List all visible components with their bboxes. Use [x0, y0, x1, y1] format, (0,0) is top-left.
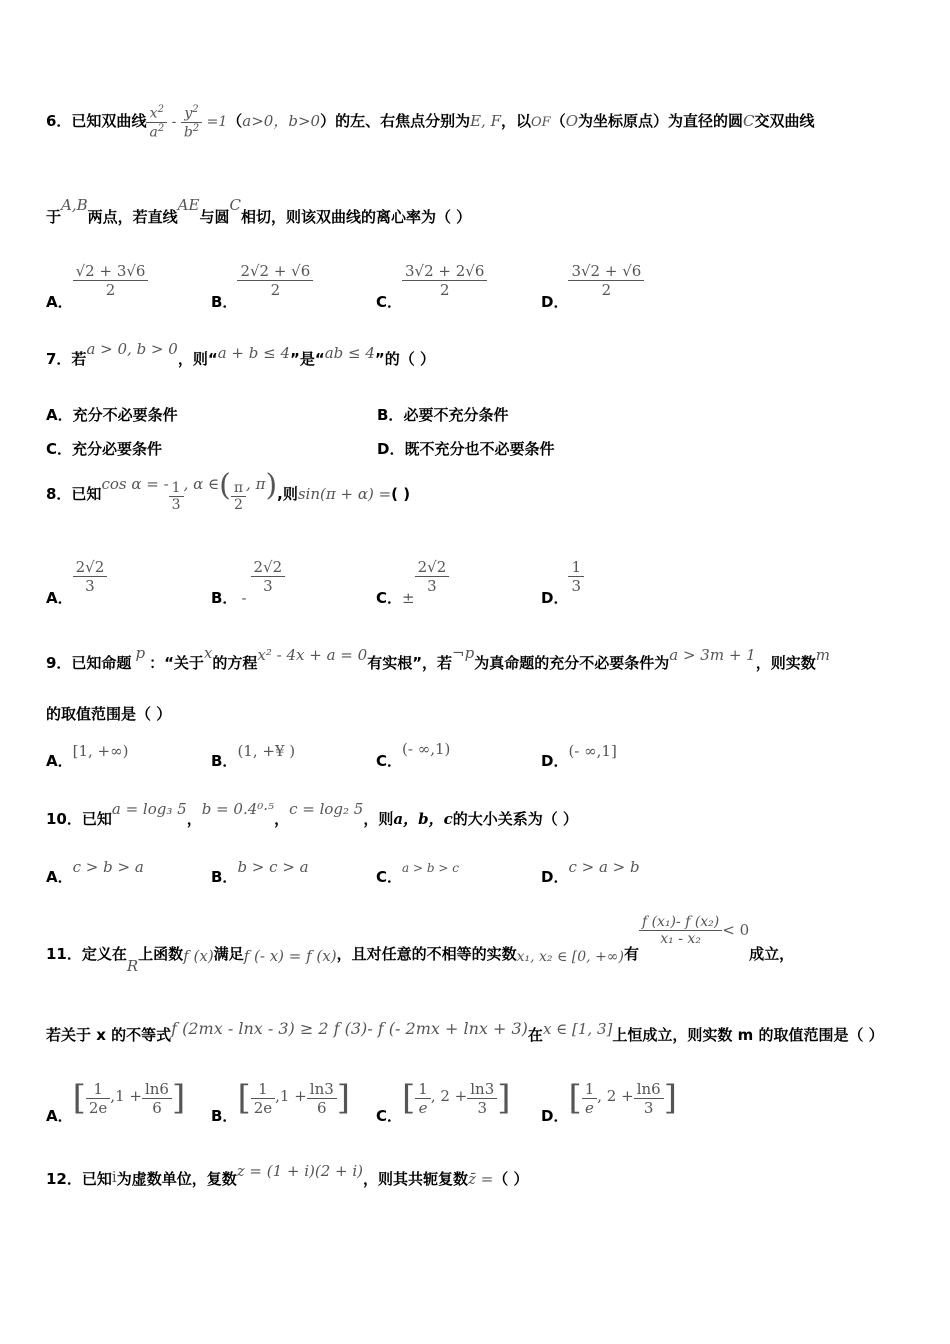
q9-text: 为真命题的充分不必要条件为 [474, 654, 670, 672]
bracket-left: [ [237, 1078, 251, 1118]
q6-text: 与圆 [199, 208, 230, 226]
bracket-right: ] [497, 1078, 511, 1118]
q7-condition: a > 0, b > 0 [86, 340, 178, 358]
option-denominator: 2 [568, 280, 644, 299]
question-9-line-1 [46, 644, 830, 673]
option-numerator: 3√2 + √6 [571, 262, 642, 280]
question-8 [46, 468, 411, 513]
q6-text: （ [550, 112, 566, 131]
option-sign: - [241, 589, 247, 607]
q6-condition: a>0，b>0 [242, 112, 321, 131]
option-text: 既不充分也不必要条件 [404, 440, 555, 458]
q9-text: 9．已知命题 [46, 654, 132, 672]
q11-option-d[interactable] [541, 1072, 677, 1125]
option-text: (- ∞,1) [402, 740, 451, 758]
q11-text: ，且对任意的不相等的实数 [336, 945, 517, 963]
option-text: c > b > a [72, 858, 144, 876]
option-label: D． [541, 868, 569, 886]
option-frac-den: 2e [86, 1098, 110, 1117]
q11-R: R [126, 957, 139, 975]
q6-text: 交双曲线 [754, 112, 815, 131]
q11-interval: x ∈ [1, 3] [542, 1020, 613, 1038]
option-label: A． [46, 1107, 73, 1125]
q10-option-c[interactable] [376, 861, 459, 887]
q7-option-a[interactable] [46, 404, 178, 425]
q9-text: ：“关于 [149, 654, 204, 672]
bracket-left: [ [402, 1078, 416, 1118]
option-frac-num: ln3 [309, 1080, 334, 1098]
q9-text: 的方程 [212, 654, 258, 672]
q9-x: x [203, 644, 213, 662]
option-denominator: 2 [237, 280, 313, 299]
q6-text: 相切，则该双曲线的离心率为（ ） [240, 208, 472, 226]
q10-text: ， [274, 810, 290, 828]
q9-text: 的取值范围是（ ） [46, 705, 172, 723]
question-11-line-2 [46, 1018, 884, 1044]
question-11-line-1 [46, 914, 795, 975]
q8-text: ( ) [391, 485, 411, 503]
q12-i: i [111, 1168, 117, 1186]
q9-text: ，则实数 [755, 654, 816, 672]
option-frac-num: 1 [418, 1080, 428, 1098]
q6-text: （ [227, 112, 243, 131]
option-mid: ,1 + [275, 1087, 307, 1105]
bracket-right: ] [171, 1078, 186, 1118]
option-mid: , 2 + [430, 1087, 468, 1105]
question-9-line-2 [46, 703, 171, 724]
option-frac-den: 2e [251, 1098, 275, 1117]
option-denominator: 3 [415, 576, 450, 595]
q9-option-c[interactable] [376, 740, 451, 771]
question-6-line-1 [46, 104, 815, 140]
option-label: C． [376, 1107, 403, 1125]
q6-text: 为坐标原点）为直径的圆 [578, 112, 744, 131]
option-label: B． [211, 868, 238, 886]
q8-text: ,则 [277, 485, 298, 503]
option-label: D． [377, 440, 405, 458]
q8-paren-left: ( [219, 468, 231, 503]
option-text: c > a > b [568, 858, 640, 876]
q10-option-a[interactable] [46, 858, 144, 887]
option-frac-den: 3 [467, 1098, 497, 1117]
q12-z: z = (1 + i)(2 + i) [236, 1162, 364, 1180]
bracket-right: ] [663, 1078, 677, 1118]
q11-text: 在 [527, 1026, 543, 1044]
option-mid: , 2 + [597, 1087, 634, 1105]
q9-equation: x² - 4x + a = 0 [257, 646, 368, 664]
q9-condition: a > 3m + 1 [669, 646, 756, 664]
q8-option-d[interactable] [541, 558, 584, 607]
q10-b-value: b = 0.4⁰·⁵ [201, 800, 275, 818]
q9-p: p [135, 644, 146, 662]
q8-paren-right: ) [265, 468, 278, 503]
option-label: D． [541, 752, 569, 770]
q10-text: 的大小关系为（ ） [452, 810, 578, 828]
q7-statement-2: ab ≤ 4 [324, 344, 375, 362]
option-numerator: 3√2 + 2√6 [405, 262, 485, 280]
q10-a-value: a = log₃ 5 [111, 800, 187, 818]
q11-frac-den: x₁ - x₂ [639, 930, 722, 947]
q8-frac-den: 3 [169, 496, 184, 513]
q6-circle: C [743, 112, 755, 131]
question-6-line-2 [46, 196, 472, 227]
option-frac-num: 1 [258, 1080, 268, 1098]
option-label: B． [211, 1107, 238, 1125]
q11-text: 上函数 [138, 945, 184, 963]
q11-text: 满足 [213, 945, 244, 963]
option-frac-num: ln6 [144, 1080, 169, 1098]
q11-frac-num: f (x₁)- f (x₂) [641, 914, 720, 930]
option-text: (- ∞,1] [568, 742, 617, 760]
option-numerator: 2√2 + √6 [240, 262, 311, 280]
question-7 [46, 340, 436, 369]
q9-text: 有实根”，若 [367, 654, 453, 672]
q11-lt: < 0 [722, 921, 750, 939]
q10-option-b[interactable] [211, 858, 309, 887]
q9-not-p: ¬p [452, 644, 475, 662]
option-frac-den: 6 [307, 1098, 337, 1117]
q6-origin: O [565, 112, 579, 131]
q8-pi-den: 2 [231, 496, 246, 513]
question-12 [46, 1162, 529, 1189]
option-text: 充分不必要条件 [72, 406, 178, 424]
q8-pi-num: π [233, 480, 244, 496]
option-frac-num: 1 [584, 1080, 595, 1098]
q11-text: 有 [623, 945, 639, 963]
option-label: C． [376, 868, 403, 886]
q7-statement-1: a + b ≤ 4 [217, 344, 290, 362]
option-label: D． [541, 1107, 569, 1125]
option-denominator: 2 [402, 280, 487, 299]
option-label: B． [211, 293, 238, 311]
q8-frac-num: 1 [171, 480, 181, 496]
bracket-right: ] [336, 1078, 351, 1118]
option-frac-num: 1 [93, 1080, 103, 1098]
q6-text: ）的左、右焦点分别为 [320, 112, 471, 131]
q8-cos: cos α = - [101, 475, 169, 493]
option-label: C． [376, 589, 403, 607]
option-text: (1, +¥ ) [237, 742, 296, 760]
q11-option-a[interactable] [46, 1072, 186, 1125]
q9-option-a[interactable] [46, 742, 129, 771]
option-numerator: 2√2 [417, 558, 447, 576]
option-numerator: 1 [571, 558, 581, 576]
q8-option-c[interactable] [376, 558, 449, 607]
option-denominator: 2 [73, 280, 149, 299]
q9-option-d[interactable] [541, 742, 617, 771]
question-10 [46, 800, 578, 829]
option-frac-den: 3 [634, 1098, 664, 1117]
q11-inequality: f (2mx - lnx - 3) ≥ 2 f (3)- f (- 2mx + lnx + 3) [171, 1019, 528, 1038]
option-text: b > c > a [237, 858, 309, 876]
q8-option-a[interactable] [46, 558, 107, 607]
option-denominator: 3 [73, 576, 108, 595]
q11-text: 成立， [749, 945, 795, 963]
q11-option-c[interactable] [376, 1072, 511, 1125]
q11-text: 若关于 x 的不等式 [46, 1026, 172, 1044]
q6-equation: $\frac{x^2}{a^2}$ - $\frac{y^2}{b^2}$ =1 [146, 114, 227, 130]
option-label: B． [211, 589, 238, 607]
q10-text: 10．已知 [46, 810, 112, 828]
q11-option-b[interactable] [211, 1072, 351, 1125]
option-label: A． [46, 868, 73, 886]
option-numerator: 2√2 [75, 558, 105, 576]
q8-option-b[interactable] [211, 558, 285, 607]
q10-option-d[interactable] [541, 858, 640, 887]
q8-text: 8．已知 [46, 485, 102, 503]
option-denominator: 3 [568, 576, 584, 595]
q6-segment: OF [531, 115, 551, 131]
q6-text: ，以 [500, 112, 531, 131]
q6-text: 两点，若直线 [87, 208, 178, 226]
option-label: D． [541, 293, 569, 311]
q7-text: 7．若 [46, 350, 87, 368]
option-label: B． [211, 752, 238, 770]
option-label: C． [376, 293, 403, 311]
q6-points: A,B [61, 196, 88, 214]
q7-text: ，则“ [177, 350, 218, 368]
q6-option-a[interactable] [46, 262, 148, 311]
q11-fx: f (x) [183, 947, 214, 965]
option-frac-num: ln3 [470, 1080, 495, 1098]
q7-option-b[interactable] [377, 404, 508, 425]
q8-in: , α ∈ [183, 475, 220, 493]
option-text: [1, +∞) [72, 742, 129, 760]
bracket-left: [ [72, 1078, 86, 1118]
option-label: C． [46, 440, 73, 458]
q6-circle: C [229, 196, 241, 214]
q6-option-b[interactable] [211, 262, 313, 311]
q7-text: ”是“ [290, 350, 325, 368]
q7-option-d[interactable] [377, 438, 554, 459]
option-frac-num: ln6 [636, 1080, 661, 1098]
q6-option-d[interactable] [541, 262, 644, 311]
q6-line: AE [177, 196, 200, 214]
q11-domain: x₁, x₂ ∈ [0, +∞) [516, 949, 624, 965]
option-denominator: 3 [251, 576, 286, 595]
option-label: A． [46, 752, 73, 770]
q12-text: 为虚数单位，复数 [116, 1170, 237, 1188]
q9-option-b[interactable] [211, 742, 296, 771]
option-label: A． [46, 293, 73, 311]
q6-text: 6．已知双曲线 [46, 112, 147, 131]
bracket-left: [ [568, 1078, 582, 1118]
option-frac-den: e [415, 1098, 431, 1117]
option-numerator: 2√2 [253, 558, 283, 576]
q12-conjugate: z̄ = [468, 1170, 494, 1188]
option-sign: ± [402, 589, 415, 607]
option-frac-den: 6 [142, 1098, 172, 1117]
option-text: 必要不充分条件 [403, 406, 509, 424]
option-label: B． [377, 406, 404, 424]
option-numerator: √2 + 3√6 [75, 262, 146, 280]
q9-m: m [815, 646, 830, 664]
q12-text: ，则其共轭复数 [363, 1170, 469, 1188]
q11-text: 11．定义在 [46, 945, 127, 963]
option-label: C． [376, 752, 403, 770]
q8-pi: , π [246, 475, 266, 493]
q8-sin: sin(π + α) = [297, 485, 392, 503]
option-label: D． [541, 589, 569, 607]
option-text: 充分必要条件 [72, 440, 163, 458]
option-label: A． [46, 406, 73, 424]
option-mid: ,1 + [110, 1087, 142, 1105]
q10-text: ， [186, 810, 202, 828]
option-frac-den: e [582, 1098, 598, 1117]
q6-text: 于 [46, 208, 62, 226]
q6-option-c[interactable] [376, 262, 487, 311]
q11-text: 上恒成立，则实数 m 的取值范围是（ ） [612, 1026, 884, 1044]
q6-foci: E, F [470, 112, 501, 131]
q12-text: （ ） [493, 1170, 529, 1188]
q10-vars: a，b，c [393, 810, 453, 828]
q7-option-c[interactable] [46, 438, 162, 459]
option-text: a > b > c [402, 861, 459, 875]
option-label: A． [46, 589, 73, 607]
q11-even-condition: f (- x) = f (x) [243, 947, 337, 965]
q7-text: ”的（ ） [374, 350, 436, 368]
q12-text: 12．已知 [46, 1170, 112, 1188]
q10-text: ，则 [363, 810, 394, 828]
q10-c-value: c = log₂ 5 [289, 800, 364, 818]
